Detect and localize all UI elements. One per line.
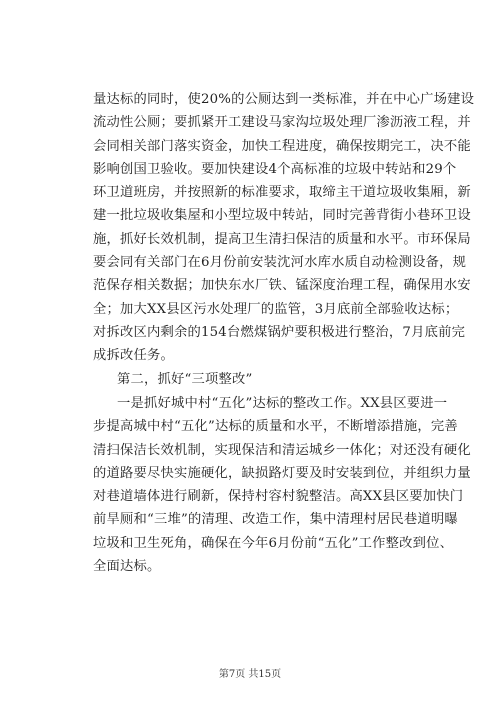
text-line: 影响创国卫验收。要加快建设4个高标准的垃圾中转站和29个 xyxy=(93,161,457,177)
text-line: 量达标的同时，使20%的公厕达到一类标准，并在中心广场建设 xyxy=(93,92,475,107)
text-line: 对拆改区内剩余的154台燃煤锅炉要积极进行整治，7月底前完 xyxy=(93,324,466,340)
text-line: 要会同有关部门在6月份前安装沈河水库水质自动检测设备，规 xyxy=(93,255,467,271)
text-line: 范保存相关数据；加快东水厂铁、锰深度治理工程，确保用水安 xyxy=(93,278,471,294)
heading-text: 第二，抓好“三项整改” xyxy=(117,372,253,387)
text-line: 建一批垃圾收集屋和小型垃圾中转站，同时完善背街小巷环卫设 xyxy=(93,208,471,224)
text-line: 流动性公厕；要抓紧开工建设马家沟垃圾处理厂渗沥液工程，并 xyxy=(93,115,471,131)
page-number-footer: 第7页 共15页 xyxy=(218,669,282,680)
text-line: 对巷道墙体进行刷新，保持村容村貌整洁。高XX县区要加快门 xyxy=(93,489,464,505)
text-line: 全；加大XX县区污水处理厂的监管，3月底前全部验收达标； xyxy=(93,301,459,317)
section-heading xyxy=(93,368,411,391)
text-line: 垃圾和卫生死角，确保在今年6月份前“五化”工作整改到位、 xyxy=(93,535,454,551)
text-line: 清扫保洁长效机制，实现保洁和清运城乡一体化；对还没有硬化 xyxy=(93,442,471,458)
text-line: 会同相关部门落实资金，加快工程进度，确保按期完工，决不能 xyxy=(93,138,471,154)
body-paragraph-1 xyxy=(93,88,475,368)
text-line: 的道路要尽快实施硬化，缺损路灯要及时安装到位，并组织力量 xyxy=(93,465,471,481)
text-line: 一是抓好城中村“五化”达标的整改工作。XX县区要进一 xyxy=(117,396,448,411)
text-line: 环卫道班房，并按照新的标准要求，取缔主干道垃圾收集厢，新 xyxy=(93,185,471,201)
text-line: 施，抓好长效机制，提高卫生清扫保洁的质量和水平。市环保局 xyxy=(93,231,471,247)
text-line: 全面达标。 xyxy=(93,559,161,575)
text-line: 前旱厕和“三堆”的清理、改造工作，集中清理村居民巷道明曝 xyxy=(93,512,458,528)
body-paragraph-2 xyxy=(93,392,471,578)
text-line: 成拆改任务。 xyxy=(93,348,174,364)
text-line: 步提高城中村“五化”达标的质量和水平，不断增添措施，完善 xyxy=(93,419,458,435)
